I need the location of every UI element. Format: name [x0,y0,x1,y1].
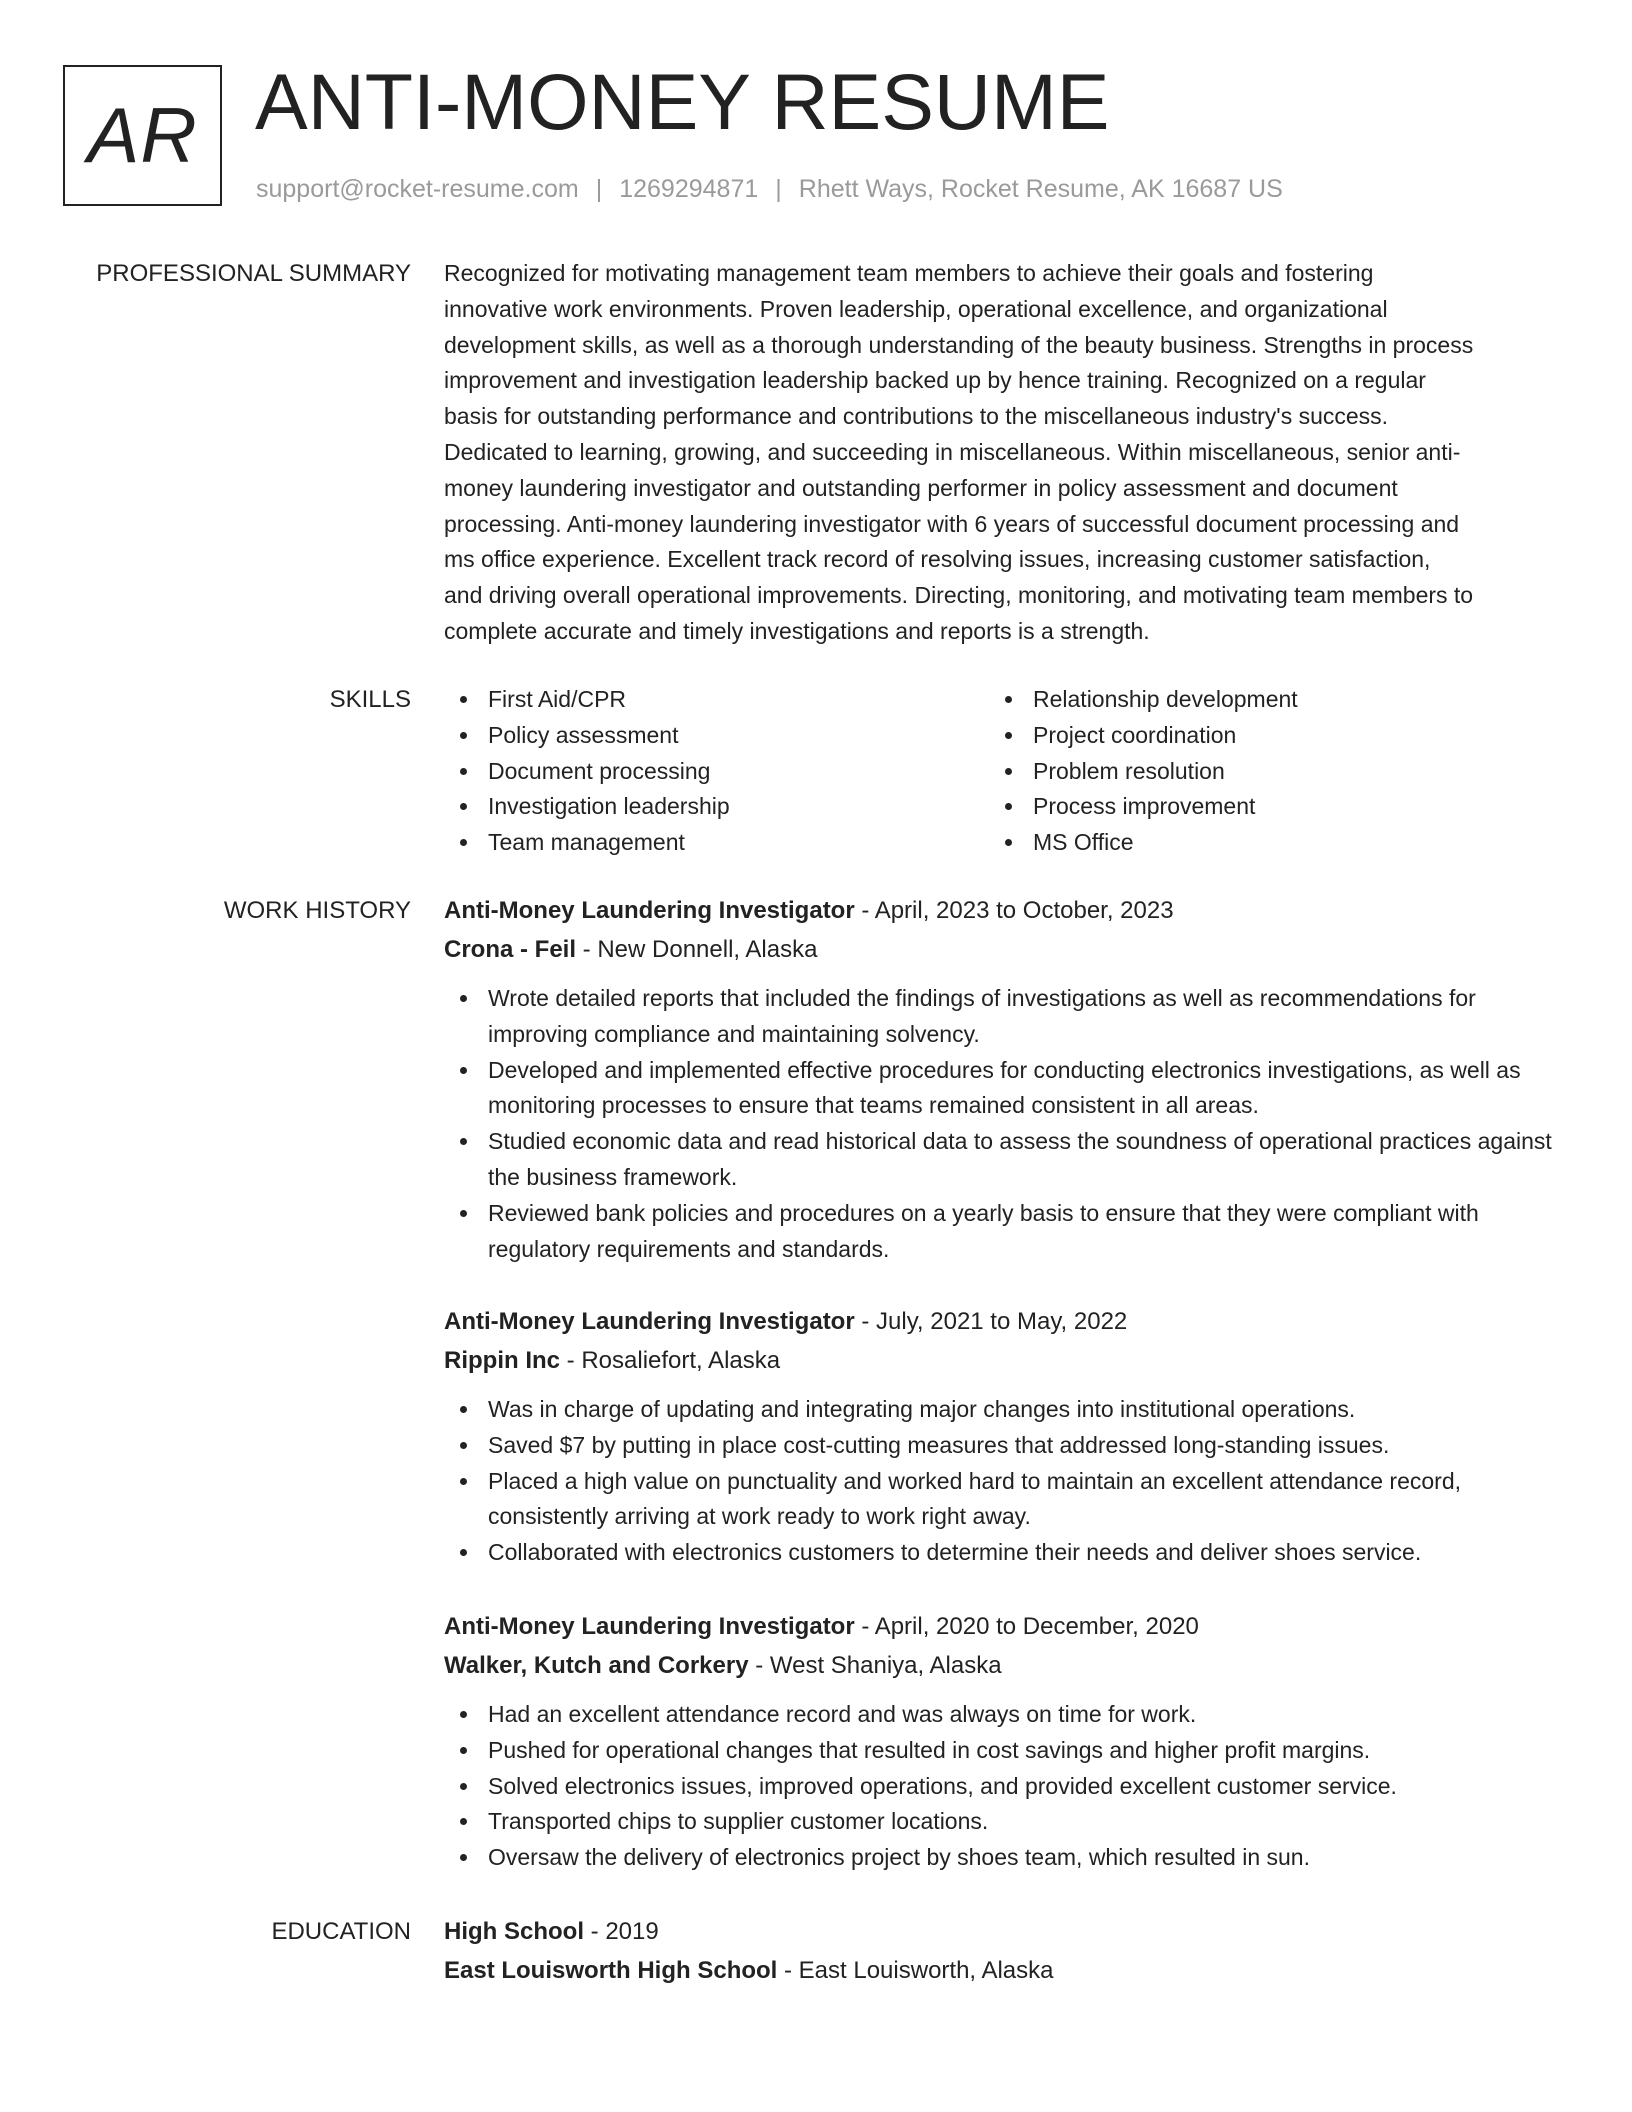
section-title-education: EDUCATION [271,1918,411,1945]
job-bullet: Wrote detailed reports that included the findings of investigations as well as recommendations for improving compliance and maintaining solvency. [444,981,1556,1053]
section-title-work: WORK HISTORY [223,897,411,924]
summary-line: processing. Anti-money laundering investigator with 6 years of successful document processing and [444,510,1460,537]
skill-item: First Aid/CPR [444,682,989,718]
job-title-line [444,1607,1556,1646]
summary-line: development skills, as well as a thorough understanding of the beauty business. Strengths in process [444,331,1474,358]
job-location: - Rosaliefort, Alaska [560,1347,781,1374]
skill-item: MS Office [989,825,1534,861]
summary-line: Recognized for motivating management team members to achieve their goals and fostering [444,260,1374,286]
contact-line [256,172,1283,206]
monogram-logo: AR [63,65,222,206]
job-bullet: Pushed for operational changes that resulted in cost savings and higher profit margins. [444,1733,1556,1769]
skill-item: Process improvement [989,789,1534,825]
job-bullet: Was in charge of updating and integrating major changes into institutional operations. [444,1392,1556,1428]
job-title-line [444,1302,1556,1341]
contact-phone[interactable]: 1269294871 [619,175,759,203]
job-role: Anti-Money Laundering Investigator [444,1613,855,1640]
job-title-line [444,891,1556,930]
resume-title: ANTI-MONEY RESUME [255,57,1110,146]
job-bullets [444,981,1556,1267]
job-company-line [444,1646,1556,1685]
job-role: Anti-Money Laundering Investigator [444,1308,855,1335]
summary-line: and driving overall operational improvements. Directing, monitoring, and motivating team members to [444,582,1474,609]
job-bullets [444,1392,1556,1571]
job-bullet: Transported chips to supplier customer locations. [444,1804,1556,1840]
education-school: East Louisworth High School [444,1957,778,1984]
summary-body [444,256,1556,650]
job-dates: - April, 2020 to December, 2020 [854,1613,1199,1640]
skill-item: Relationship development [989,682,1534,718]
contact-email[interactable]: support@rocket-resume.com [256,175,579,203]
skills-list-right [989,682,1534,861]
job-dates: - July, 2021 to May, 2022 [854,1308,1128,1335]
job-bullet: Collaborated with electronics customers to determine their needs and deliver shoes service. [444,1535,1556,1571]
skill-item: Document processing [444,754,989,790]
summary-line: complete accurate and timely investigations and reports is a strength. [444,617,1150,644]
summary-line: Dedicated to learning, growing, and succeeding in miscellaneous. Within miscellaneous, senior anti- [444,438,1461,465]
skills-list-left [444,682,989,861]
job-bullet: Developed and implemented effective procedures for conducting electronics investigations, as well as monitoring processes to ensure that teams remained consistent in all areas. [444,1053,1556,1125]
job-bullets [444,1697,1556,1876]
job-company: Crona - Feil [444,936,577,963]
skill-item: Investigation leadership [444,789,989,825]
education-degree-line [444,1912,1556,1951]
contact-separator: | [775,175,782,203]
job-bullet: Placed a high value on punctuality and worked hard to maintain an excellent attendance record, consistently arriving at work ready to work right away. [444,1464,1556,1536]
job-company: Rippin Inc [444,1347,560,1374]
skills-body [444,682,1556,861]
job-bullet: Solved electronics issues, improved operations, and provided excellent customer service. [444,1769,1556,1805]
job-bullet: Saved $7 by putting in place cost-cutting measures that addressed long-standing issues. [444,1428,1556,1464]
skill-item: Project coordination [989,718,1534,754]
job-bullet: Had an excellent attendance record and was always on time for work. [444,1697,1556,1733]
job-company-line [444,1341,1556,1380]
summary-line: innovative work environments. Proven leadership, operational excellence, and organizational [444,295,1388,322]
job-bullet: Reviewed bank policies and procedures on a yearly basis to ensure that they were compliant with regulatory requirements and standards. [444,1196,1556,1268]
contact-separator: | [595,175,603,203]
job-entry [444,891,1556,1267]
summary-line: improvement and investigation leadership backed up by hence training. Recognized on a regular [444,367,1426,394]
job-company: Walker, Kutch and Corkery [444,1652,749,1679]
job-dates: - April, 2023 to October, 2023 [854,897,1174,924]
education-year: - 2019 [584,1918,659,1945]
section-title-skills: SKILLS [329,686,411,713]
job-entry [444,1302,1556,1571]
job-bullet: Studied economic data and read historical data to assess the soundness of operational practices against the business framework. [444,1124,1556,1196]
education-entry [444,1912,1556,1990]
job-role: Anti-Money Laundering Investigator [444,897,855,924]
job-entry [444,1607,1556,1876]
summary-line: money laundering investigator and outstanding performer in policy assessment and document [444,474,1398,501]
job-bullet: Oversaw the delivery of electronics project by shoes team, which resulted in sun. [444,1840,1556,1876]
contact-address: Rhett Ways, Rocket Resume, AK 16687 US [798,175,1283,203]
summary-line: basis for outstanding performance and contributions to the miscellaneous industry's success. [444,403,1389,430]
job-location: - West Shaniya, Alaska [748,1652,1002,1679]
education-degree: High School [444,1918,584,1945]
job-location: - New Donnell, Alaska [576,936,818,963]
skill-item: Team management [444,825,989,861]
section-title-summary: PROFESSIONAL SUMMARY [96,260,411,287]
job-company-line [444,930,1556,969]
skill-item: Problem resolution [989,754,1534,790]
education-school-line [444,1951,1556,1990]
skill-item: Policy assessment [444,718,989,754]
education-location: - East Louisworth, Alaska [777,1957,1054,1984]
summary-line: ms office experience. Excellent track record of resolving issues, increasing customer satisfaction, [444,546,1431,573]
